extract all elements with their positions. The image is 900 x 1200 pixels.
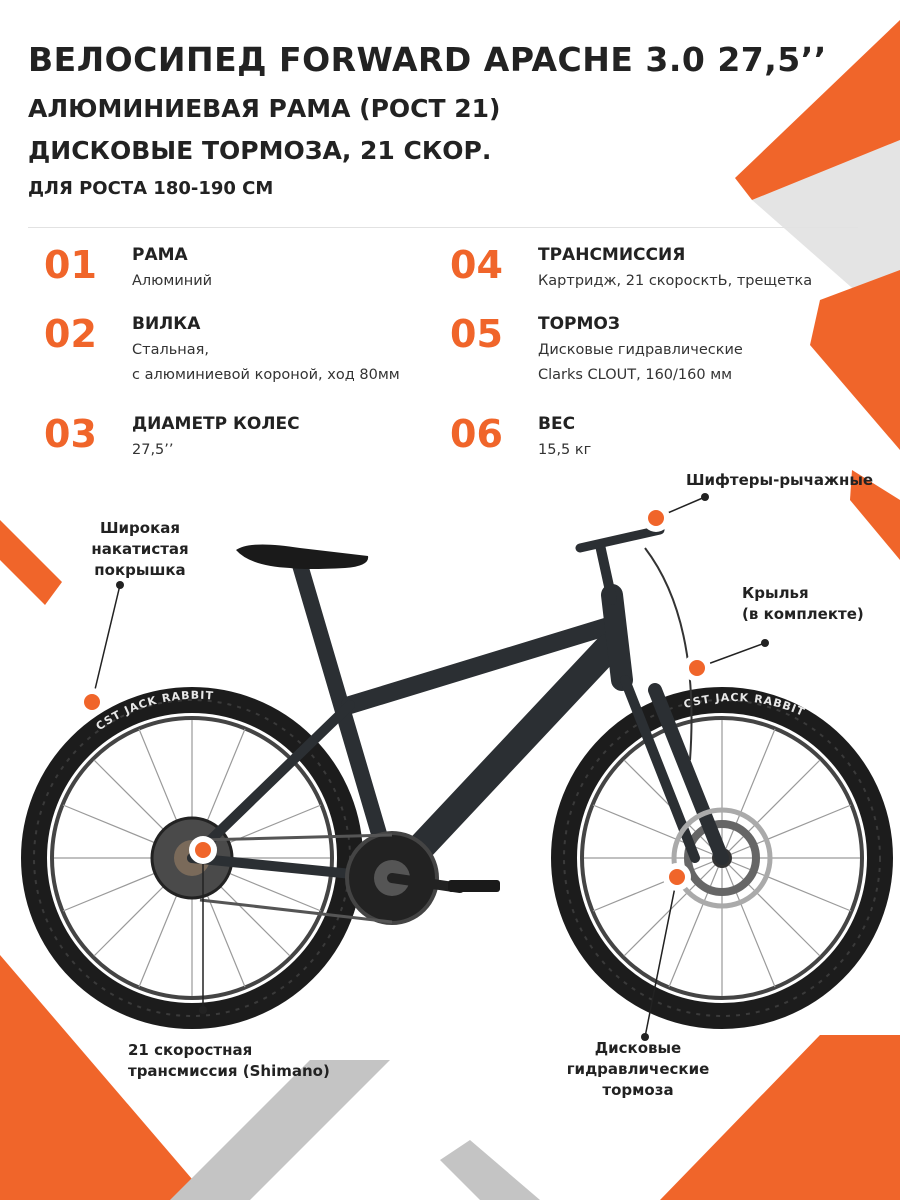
callout-text: (в комплекте) <box>742 605 864 623</box>
spec-desc-line: с алюминиевой короной, ход 80мм <box>132 367 400 383</box>
callout-line-ends <box>116 493 769 1041</box>
spec-number: 04 <box>450 243 503 287</box>
callout-transmission <box>128 1040 330 1082</box>
callout-text: трансмиссия (Shimano) <box>128 1062 330 1080</box>
callout-fenders <box>742 583 864 625</box>
callout-text: 21 скоростная <box>128 1041 253 1059</box>
spec-desc-line: Алюминий <box>132 273 213 289</box>
spec-number: 06 <box>450 412 503 456</box>
callout-text: Шифтеры-рычажные <box>686 471 874 489</box>
subtitle-frame: АЛЮМИНИЕВАЯ РАМА (РОСТ 21) <box>28 94 501 123</box>
spec-title: ТРАНСМИССИЯ <box>538 245 686 265</box>
tire-brand-front: CST JACK RABBIT <box>682 690 808 720</box>
spec-number: 05 <box>450 312 503 356</box>
spec-number: 02 <box>44 312 97 356</box>
callout-tire <box>78 518 202 581</box>
spec-number: 03 <box>44 412 97 456</box>
spec-desc-line: Дисковые гидравлические <box>538 342 743 358</box>
subtitle-brakes: ДИСКОВЫЕ ТОРМОЗА, 21 СКОР. <box>28 136 492 165</box>
spec-desc-line: Clarks CLOUT, 160/160 мм <box>538 367 733 383</box>
callout-text: гидравлические <box>566 1060 710 1078</box>
spec-number: 01 <box>44 243 97 287</box>
callout-text: Широкая <box>99 519 181 537</box>
spec-title: ВИЛКА <box>132 314 201 334</box>
callout-text: тормоза <box>602 1081 674 1099</box>
product-title: ВЕЛОСИПЕД FORWARD APACHE 3.0 27,5’’ <box>28 40 827 79</box>
subtitle-height: ДЛЯ РОСТА 180-190 СМ <box>28 178 274 199</box>
spec-title: РАМА <box>132 245 188 265</box>
callout-text: покрышка <box>94 561 186 579</box>
spec-desc-line: Картридж, 21 скоросктЬ, трещетка <box>538 273 813 289</box>
callout-brakes <box>548 1038 728 1101</box>
callout-shifters <box>686 470 873 491</box>
spec-title: ТОРМОЗ <box>538 314 620 334</box>
seat <box>236 544 368 569</box>
callout-text: Дисковые <box>594 1039 682 1057</box>
callout-text: Крылья <box>742 584 809 602</box>
spec-desc-line: Стальная, <box>132 342 209 358</box>
spec-desc-line: 15,5 кг <box>538 442 592 458</box>
tire-brand-rear: CST JACK RABBIT <box>93 688 215 734</box>
spec-desc-line: 27,5’’ <box>132 442 174 458</box>
spec-title: ВЕС <box>538 414 576 434</box>
callout-text: накатистая <box>91 540 189 558</box>
spec-title: ДИАМЕТР КОЛЕС <box>132 414 300 434</box>
